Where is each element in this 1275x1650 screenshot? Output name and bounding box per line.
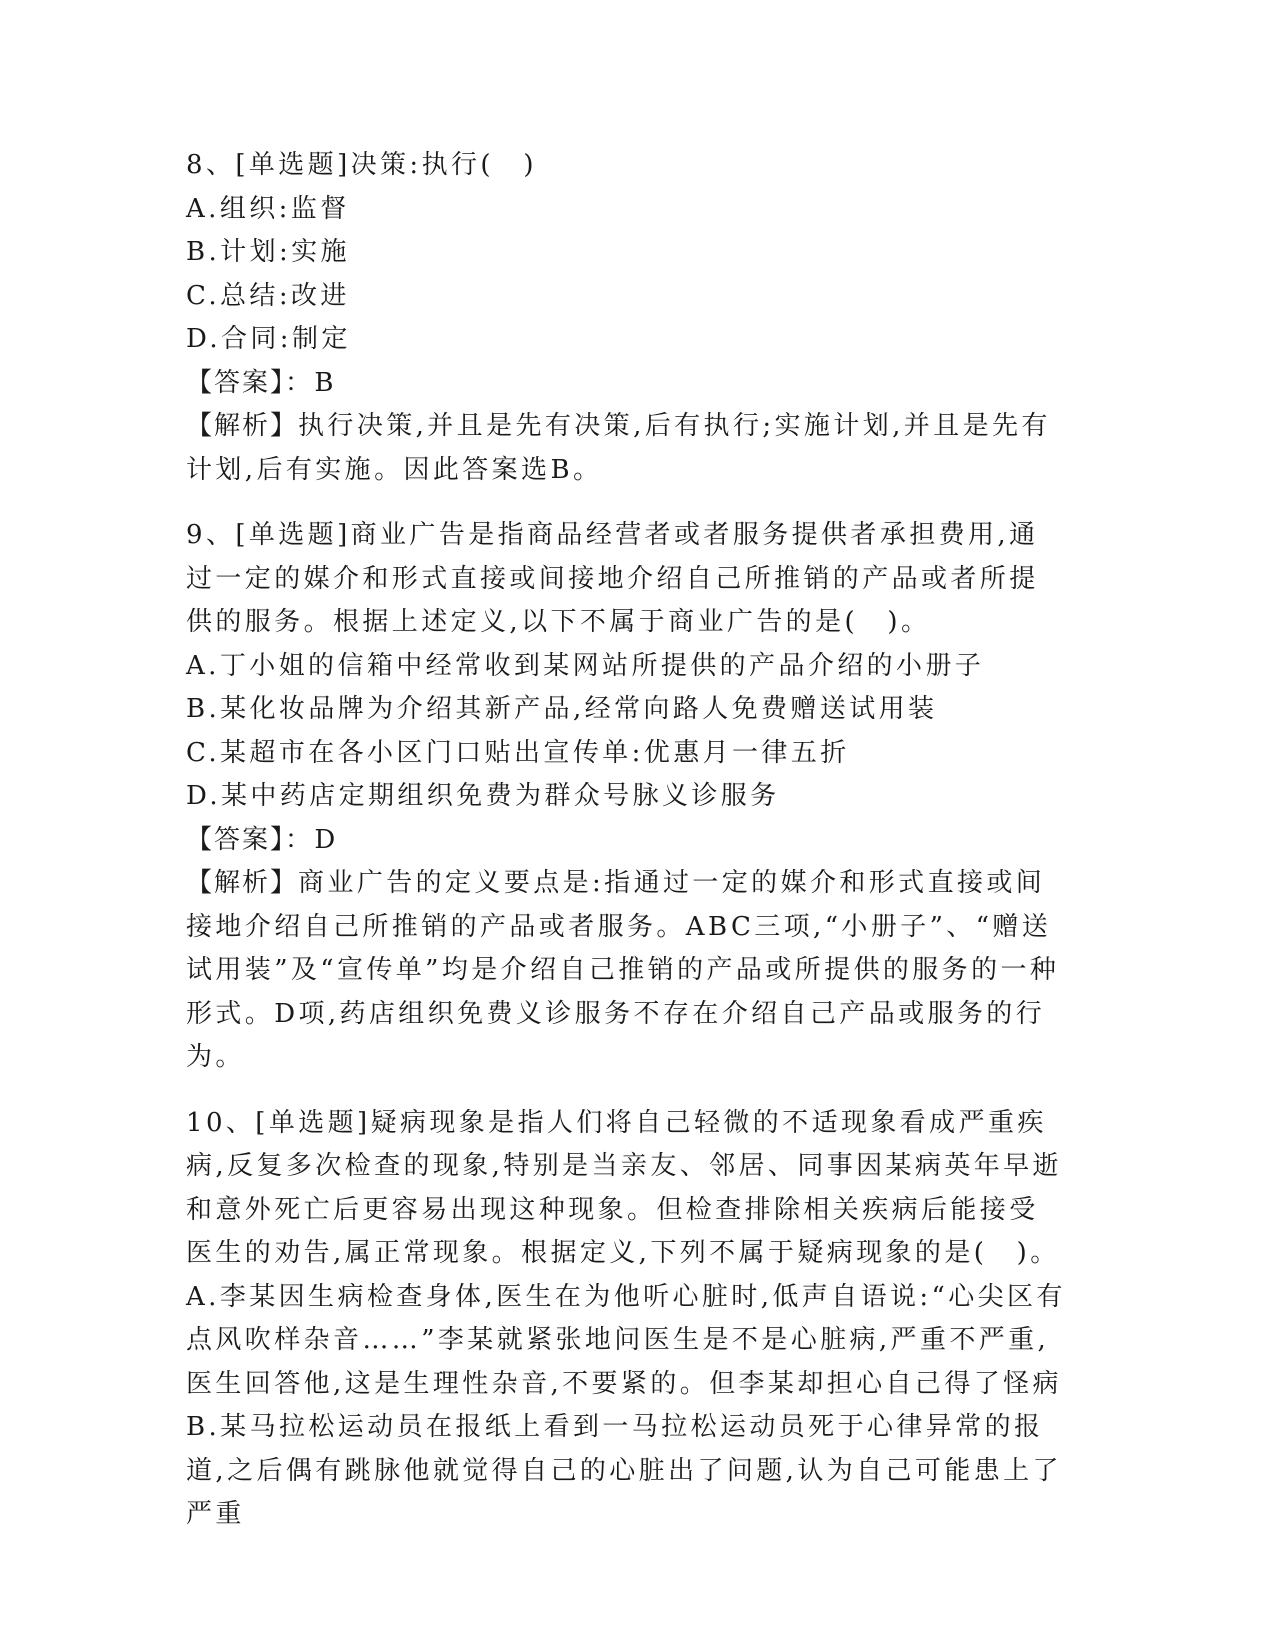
- option-a: A.丁小姐的信箱中经常收到某网站所提供的产品介绍的小册子: [186, 650, 985, 681]
- answer-line: [186, 819, 1066, 863]
- analysis-text: 执行决策,并且是先有决策,后有执行;实施计划,并且是先有计划,后有实施。因此答案选B。: [186, 411, 1051, 485]
- question-stem: 9、[单选题]商业广告是指商品经营者或者服务提供者承担费用,通过一定的媒介和形式直接或间接地介绍自己所推销的产品或者所提供的服务。根据上述定义,以下不属于商业广告的是( )。: [186, 520, 1039, 637]
- answer-label: 【答案】: [186, 824, 286, 855]
- document-page: [186, 144, 1066, 1537]
- answer-label: 【答案】: [186, 367, 286, 398]
- question-stem: 8、[单选题]决策:执行( ): [186, 150, 537, 180]
- analysis-text: 商业广告的定义要点是:指通过一定的媒介和形式直接或间接地介绍自己所推销的产品或者服务。ABC三项,“小册子”、“赠送试用装”及“宣传单”均是介绍自己推销的产品或所提供的服务的一种形式。D项,药店组织免费义诊服务不存在介绍自己产品或服务的行为。: [186, 868, 1060, 1072]
- option-d: D.某中药店定期组织免费为群众号脉义诊服务: [186, 781, 780, 811]
- option-c: C.某超市在各小区门口贴出宣传单:优惠月一律五折: [186, 737, 850, 768]
- analysis: [186, 862, 1066, 1080]
- analysis: [186, 405, 1066, 492]
- analysis-label: 【解析】: [186, 868, 299, 898]
- question-stem: 10、[单选题]疑病现象是指人们将自己轻微的不适现象看成严重疾病,反复多次检查的现象,特别是当亲友、邻居、同事因某病英年早逝和意外死亡后更容易出现这种现象。但检查排除相关疾病后能接受医生的劝告,属正常现象。根据定义,下列不属于疑病现象的是( )。: [186, 1107, 1062, 1268]
- question-9: [186, 514, 1066, 1080]
- option-b: B.某马拉松运动员在报纸上看到一马拉松运动员死于心律异常的报道,之后偶有跳脉他就觉得自己的心脏出了问题,认为自己可能患上了严重: [186, 1412, 1062, 1529]
- question-10: [186, 1102, 1066, 1537]
- answer-value: ：B: [285, 367, 337, 398]
- option-a: A.李某因生病检查身体,医生在为他听心脏时,低声自语说:“心尖区有点风吹样杂音……”李某就紧张地问医生是不是心脏病,严重不严重,医生回答他,这是生理性杂音,不要紧的。但李某却担心自己得了怪病: [186, 1281, 1066, 1399]
- option-c: C.总结:改进: [186, 280, 350, 311]
- answer-value: ：D: [285, 824, 339, 855]
- option-a: A.组织:监督: [186, 193, 350, 224]
- option-d: D.合同:制定: [186, 324, 351, 354]
- analysis-label: 【解析】: [186, 411, 299, 441]
- option-b: B.某化妆品牌为介绍其新产品,经常向路人免费赠送试用装: [186, 694, 938, 724]
- question-8: [186, 144, 1066, 492]
- answer-line: [186, 362, 1066, 406]
- option-b: B.计划:实施: [186, 237, 350, 267]
